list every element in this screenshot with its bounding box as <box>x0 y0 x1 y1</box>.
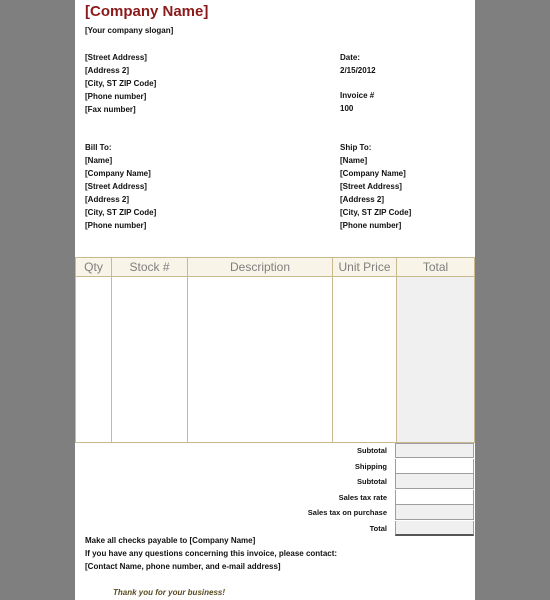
subtotal-value[interactable] <box>395 443 474 458</box>
ship-to-line: [Name] <box>340 156 368 165</box>
column-header-stock: Stock # <box>112 258 188 277</box>
ship-to-line: [Phone number] <box>340 221 402 230</box>
footer-line: If you have any questions concerning this invoice, please contact: <box>85 549 338 558</box>
description-cell[interactable] <box>188 277 333 443</box>
footer-line: [Contact Name, phone number, and e-mail address] <box>85 562 281 571</box>
summary-label: Sales tax on purchase <box>307 508 387 518</box>
bill-to-line: [Address 2] <box>85 195 130 204</box>
bill-to-line: [City, ST ZIP Code] <box>85 208 157 217</box>
sender-line: [Address 2] <box>85 66 130 75</box>
line-items-table <box>75 257 475 443</box>
column-header-qty: Qty <box>76 258 112 277</box>
sender-address <box>85 51 156 116</box>
sender-line: [Phone number] <box>85 92 147 101</box>
bill-to-title: Bill To: <box>85 143 112 152</box>
total-cell[interactable] <box>397 277 475 443</box>
summary-row-subtotal-2 <box>275 474 474 490</box>
sender-line: [City, ST ZIP Code] <box>85 79 157 88</box>
ship-to-line: [Company Name] <box>340 169 406 178</box>
summary-section <box>275 443 474 536</box>
company-name: [Company Name] <box>85 3 209 20</box>
unit-price-cell[interactable] <box>333 277 397 443</box>
ship-to-line: [Street Address] <box>340 182 402 191</box>
tax-rate-value[interactable] <box>395 490 474 505</box>
summary-label: Total <box>369 523 387 533</box>
summary-row-subtotal <box>275 443 474 459</box>
tax-on-purchase-value[interactable] <box>395 505 474 520</box>
summary-row-shipping <box>275 459 474 475</box>
company-slogan: [Your company slogan] <box>85 26 174 35</box>
thank-you-message: Thank you for your business! <box>113 588 226 597</box>
ship-to-title: Ship To: <box>340 143 372 152</box>
summary-row-tax-on-purchase <box>275 505 474 521</box>
bill-to-line: [Phone number] <box>85 221 147 230</box>
bill-to-block <box>85 141 156 232</box>
summary-label: Sales tax rate <box>338 492 387 502</box>
summary-label: Subtotal <box>357 446 387 456</box>
bill-to-line: [Name] <box>85 156 113 165</box>
ship-to-block <box>340 141 411 232</box>
bill-to-line: [Company Name] <box>85 169 151 178</box>
subtotal-2-value[interactable] <box>395 474 474 489</box>
shipping-value[interactable] <box>395 459 474 474</box>
stock-cell[interactable] <box>112 277 188 443</box>
footer-notes <box>85 534 337 573</box>
table-header-row <box>76 258 475 277</box>
summary-label: Shipping <box>354 461 387 471</box>
date-label: Date: <box>340 53 361 62</box>
table-body-row <box>76 277 475 443</box>
invoice-label: Invoice # <box>340 91 375 100</box>
invoice-page <box>75 0 475 600</box>
ship-to-line: [City, ST ZIP Code] <box>340 208 412 217</box>
footer-line: Make all checks payable to [Company Name] <box>85 536 256 545</box>
column-header-unit-price: Unit Price <box>333 258 397 277</box>
sender-line: [Street Address] <box>85 53 147 62</box>
ship-to-line: [Address 2] <box>340 195 385 204</box>
bill-to-line: [Street Address] <box>85 182 147 191</box>
qty-cell[interactable] <box>76 277 112 443</box>
column-header-description: Description <box>188 258 333 277</box>
sender-line: [Fax number] <box>85 105 136 114</box>
invoice-number: 100 <box>340 104 354 113</box>
grand-total-value[interactable] <box>395 521 474 536</box>
date-value: 2/15/2012 <box>340 66 376 75</box>
summary-label: Subtotal <box>357 477 387 487</box>
summary-row-tax-rate <box>275 490 474 506</box>
column-header-total: Total <box>397 258 475 277</box>
